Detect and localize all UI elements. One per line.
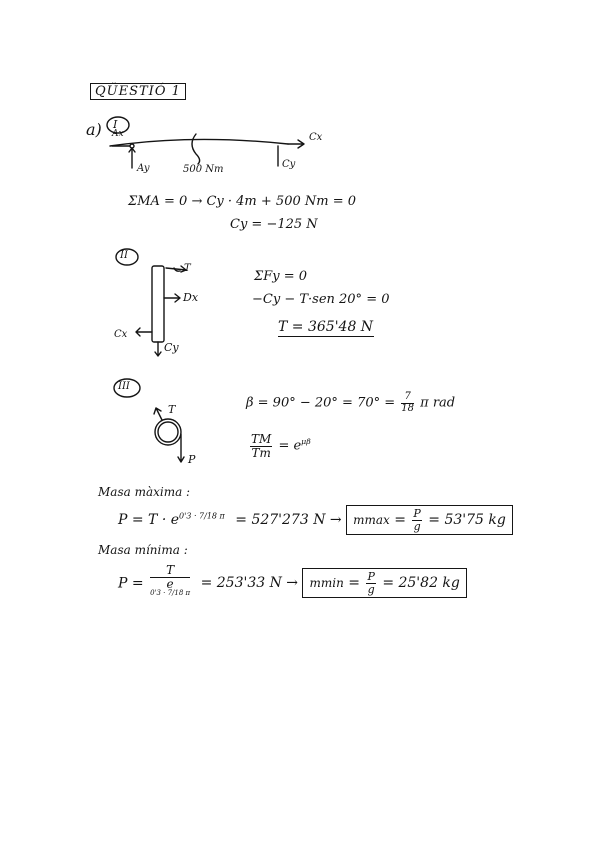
min-num: T [150,564,190,578]
min-m-den: g [367,582,375,596]
cy-arrow-down [155,342,161,356]
cx-arrow [136,328,152,336]
min-equation [118,564,467,603]
min-mass-box [302,568,466,598]
min-heading: Masa mínima : [98,543,188,557]
max-m-eq: = [394,512,406,529]
max-mass-box [346,505,513,535]
min-fraction [150,564,190,603]
cy-result: Cy = −125 N [230,217,318,232]
moment-arc [192,134,200,164]
max-m-frac [412,508,421,532]
part-label: a) [86,120,102,139]
min-m-label: mmin [309,576,344,591]
max-m-num: P [413,507,421,520]
beta-unit: π rad [420,395,456,411]
pulley-diagram [148,402,208,468]
capstan-equation [248,433,311,459]
p-label-fig3: P [188,453,196,466]
dx-label: Dx [183,291,199,304]
max-m-label: mmax [353,513,390,528]
beta-fraction [401,392,414,414]
t-result: T = 365'48 N [278,319,374,335]
member-body [152,266,164,342]
ax-label: Ax [112,129,124,139]
section-I-label: I [113,118,118,131]
ratio-num: TM [251,432,272,446]
max-result: = 527'273 N → [235,512,342,529]
beta-frac-den: 18 [401,402,415,414]
min-m-frac [366,571,375,595]
t-label-fig2: T [184,263,191,274]
max-exp: 0'3 · 7/18 π [179,511,225,521]
min-den-base: e [166,576,174,591]
section-II-label: II [120,250,128,261]
cy-label: Cy [282,159,296,170]
min-m-num: P [367,570,375,584]
ay-label: Ay [137,163,150,174]
max-lhs: P = T · e [118,512,180,529]
cy-label-fig2: Cy [164,341,179,354]
max-equation [118,505,513,535]
rope-t [154,408,162,420]
section-III-label: III [118,381,130,392]
min-den [150,578,190,603]
force-equation: −Cy − T·sen 20° = 0 [252,292,390,307]
t-label-fig3: T [168,403,176,416]
min-m-value: = 25'82 kg [382,575,460,592]
beta-frac-num: 7 [401,392,414,404]
min-den-exp: 0'3 · 7/18 π [150,589,191,598]
tension-ratio [250,433,272,459]
max-heading: Masa màxima : [98,485,191,499]
question-title: QÜESTIÓ 1 [90,83,186,100]
force-sum: ΣFy = 0 [254,269,307,284]
moment-equation: ΣMA = 0 → Cy · 4m + 500 Nm = 0 [128,194,356,209]
moment-label: 500 Nm [183,164,224,175]
max-m-value: = 53'75 kg [428,512,506,529]
pulley-drum [155,419,181,445]
ay-arrow [129,148,135,168]
beam-line [110,139,288,146]
max-m-den: g [413,519,421,533]
cx-label-fig2: Cx [114,329,128,340]
dx-arrow [164,294,180,302]
min-lhs: P = [118,575,144,592]
beta-equation [246,392,455,414]
min-result: = 253'33 N → [200,575,299,592]
cx-label: Cx [309,132,323,143]
ratio-exp: μβ [301,437,311,447]
beta-text: β = 90° − 20° = 70° = [246,395,396,411]
min-m-eq: = [348,575,360,592]
ratio-den: Tm [251,445,271,460]
ratio-rhs: = e [278,438,302,454]
beam-arrow-right [288,140,304,148]
